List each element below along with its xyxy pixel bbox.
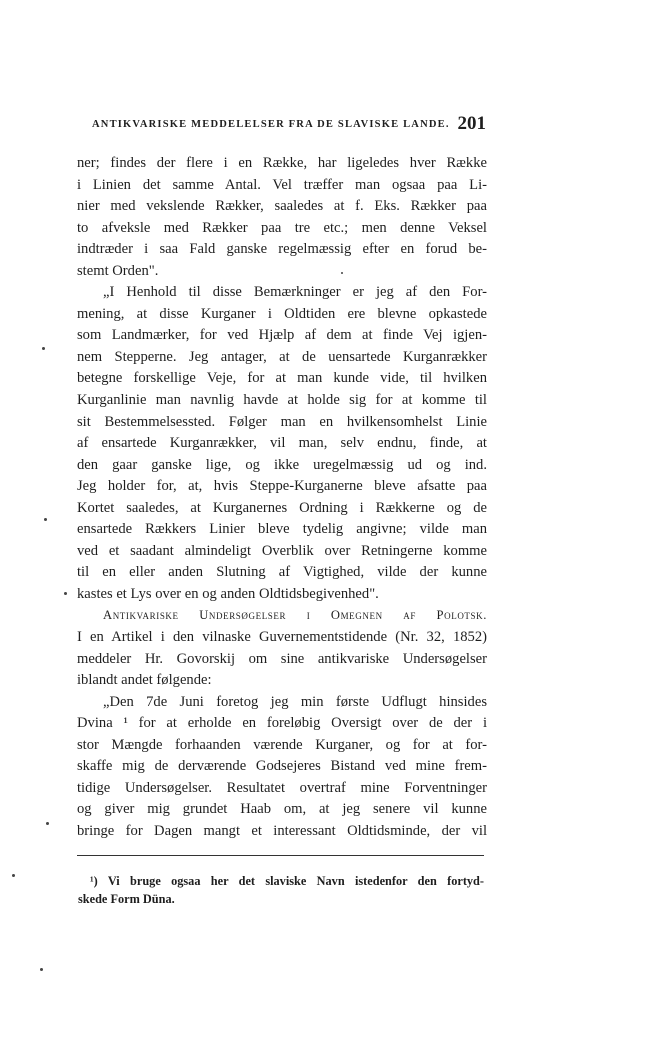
section-heading: Antikvariske Undersøgelser i Omegnen af Polotsk. [103, 608, 487, 623]
body-text [77, 153, 487, 843]
body-line: to afveksle med Rækker paa tre etc.; men denne Veksel [77, 219, 487, 236]
body-line: i Linien det samme Antal. Vel træffer man ogsaa paa Li- [77, 176, 487, 193]
body-line: bringe for Dagen mangt et interessant Oldtidsminde, der vil [77, 822, 487, 839]
body-line: Jeg holder for, at, hvis Steppe-Kurganerne bleve afsatte paa [77, 478, 487, 495]
body-line: betegne forskellige Veje, for at man kunde vide, til hvilken [77, 370, 487, 387]
body-line: den gaar ganske lige, og ikke uregelmæssig ud og ind. [77, 456, 487, 473]
body-line: meddeler Hr. Govorskij om sine antikvariske Undersøgelser [77, 650, 487, 667]
body-line: mening, at disse Kurganer i Oldtiden ere blevne opkastede [77, 305, 487, 322]
body-line: Kurganlinie man navnlig havde at holde sig for at komme til [77, 392, 487, 409]
footnote-line: skede Form Düna. [78, 892, 175, 906]
ink-speck [42, 347, 45, 350]
body-line: af ensartede Kurganrækker, vil man, selv endnu, finde, at [77, 435, 487, 452]
ink-speck [341, 272, 343, 274]
running-head [92, 113, 490, 139]
body-line: stemt Orden". [77, 262, 159, 279]
body-line: Dvina ¹ for at erholde en foreløbig Oversigt over de der i [77, 715, 487, 732]
body-line: indtræder i saa Fald ganske regelmæssig efter en forud be- [77, 241, 487, 258]
ink-speck [44, 518, 47, 521]
body-line: nem Stepperne. Jeg antager, at de uensartede Kurganrækker [77, 348, 487, 365]
footnote-line: ¹) Vi bruge ogsaa her det slaviske Navn istedenfor den fortyd- [90, 874, 484, 888]
page-number: 201 [457, 113, 486, 134]
body-line: ensartede Rækkers Linier bleve tydelig angivne; vilde man [77, 521, 487, 538]
ink-speck [64, 592, 67, 595]
body-line: til en eller anden Slutning af Vigtighed, vilde der kunne [77, 564, 487, 581]
ink-speck [12, 874, 15, 877]
running-title: ANTIKVARISKE MEDDELELSER FRA DE SLAVISKE LANDE. [92, 119, 450, 130]
body-line: stor Mængde forhaanden værende Kurganer, og for at for- [77, 736, 487, 753]
body-line: Kortet saaledes, at Kurganernes Ordning i Rækkerne og de [77, 499, 487, 516]
paragraph-start: „Den 7de Juni foretog jeg min første Udflugt hinsides [103, 693, 487, 710]
body-line: som Landmærker, for ved Hjælp af dem at finde Vej igjen- [77, 327, 487, 344]
body-line: iblandt andet følgende: [77, 672, 212, 689]
body-line: ner; findes der flere i en Række, har ligeledes hver Række [77, 155, 487, 171]
body-line: ved et saadant almindeligt Overblik over Retningerne komme [77, 542, 487, 559]
body-line: tidige Undersøgelser. Resultatet overtraf mine Forventninger [77, 779, 487, 796]
body-line: og giver mig grundet Haab om, at jeg senere vil kunne [77, 801, 487, 818]
ink-speck [46, 822, 49, 825]
ink-speck [40, 968, 43, 971]
body-line: sit Bestemmelsessted. Følger man en hvilkensomhelst Linie [77, 413, 487, 430]
footnote-rule [77, 855, 484, 856]
body-line: kastes et Lys over en og anden Oldtidsbegivenhed". [77, 585, 379, 602]
paragraph-start: „I Henhold til disse Bemærkninger er jeg af den For- [103, 284, 487, 301]
body-line: skaffe mig de derværende Godsejeres Bistand ved mine frem- [77, 758, 487, 775]
footnotes [78, 872, 484, 908]
body-line: I en Artikel i den vilnaske Guvernementstidende (Nr. 32, 1852) [77, 629, 487, 646]
body-line: nier med vekslende Rækker, saaledes at f. Eks. Rækker paa [77, 198, 487, 215]
